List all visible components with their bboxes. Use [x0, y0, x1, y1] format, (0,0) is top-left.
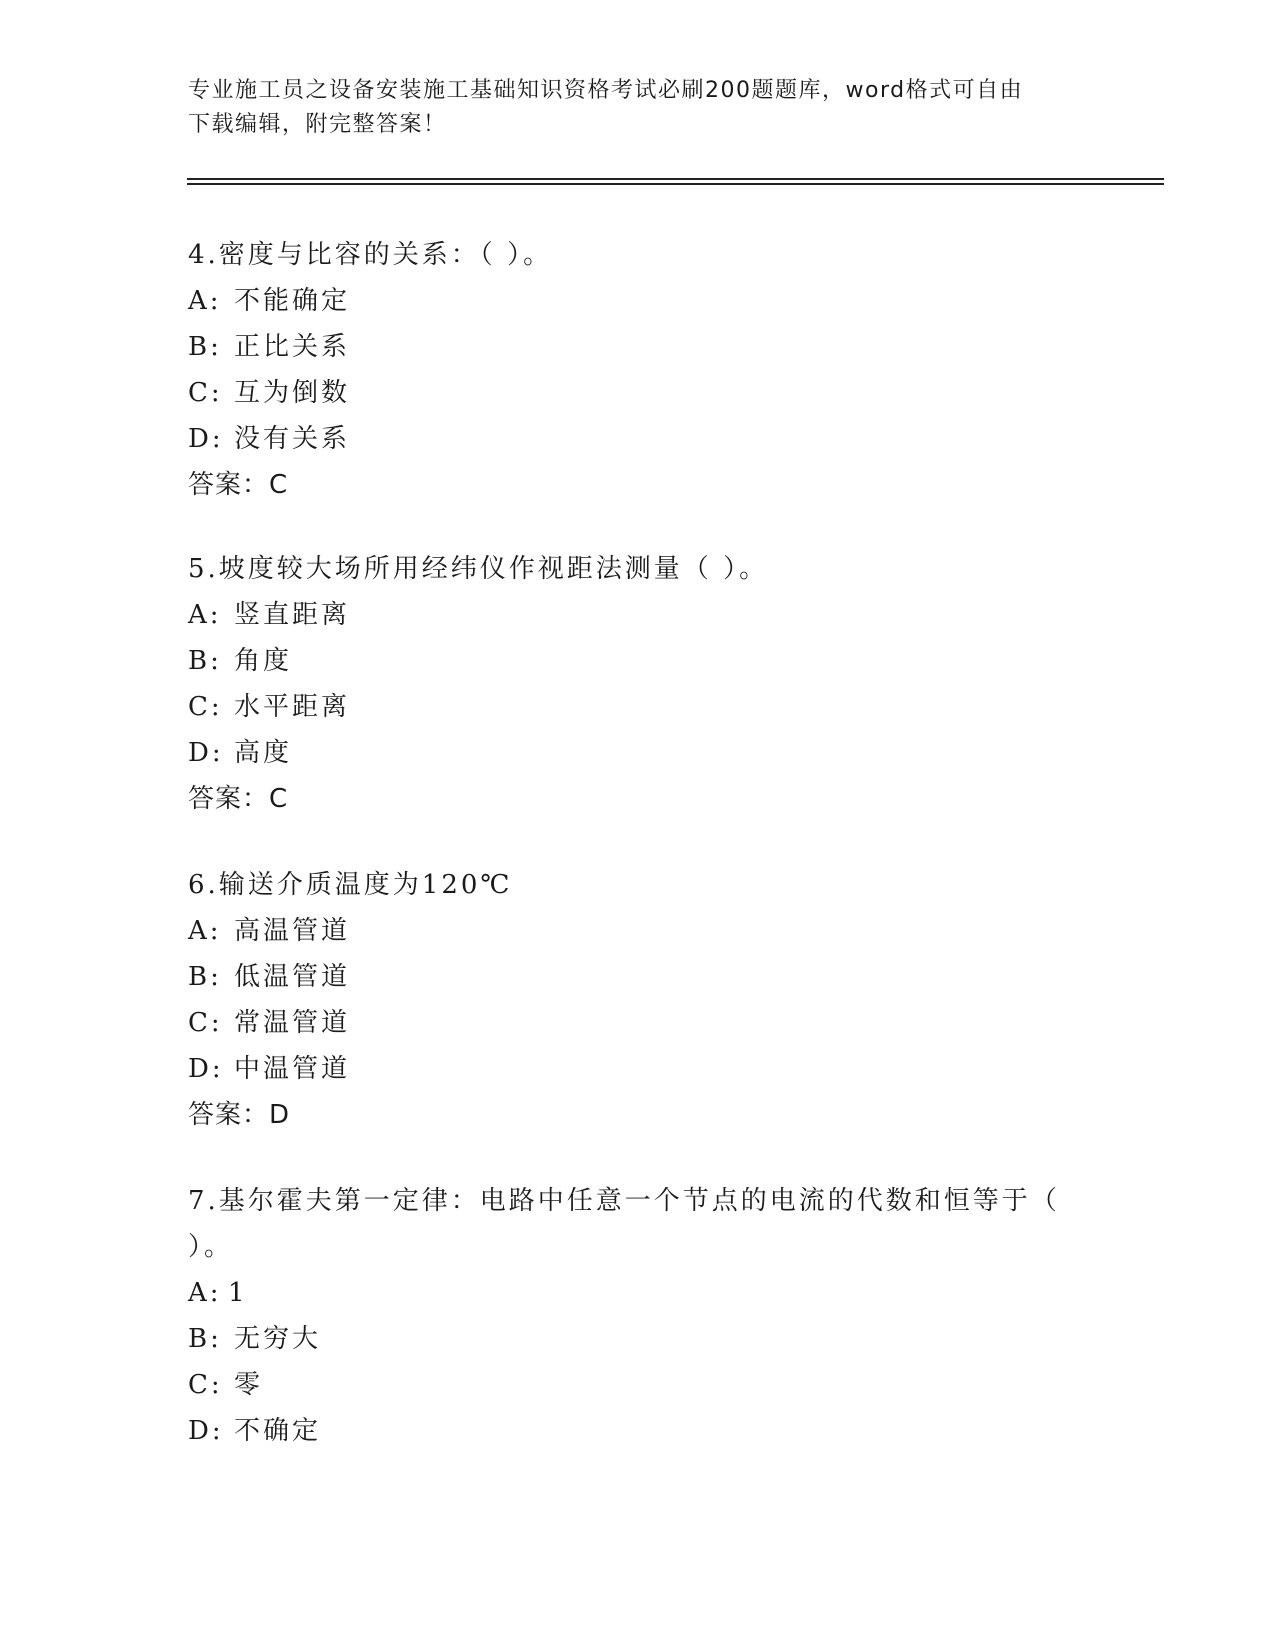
option-letter: D:: [188, 738, 224, 768]
option-text: 角度: [234, 646, 293, 676]
option-b: [188, 324, 1068, 370]
option-letter: A:: [188, 286, 222, 316]
option-text: 没有关系: [234, 424, 351, 454]
option-letter: D:: [188, 1416, 224, 1446]
option-text: 1: [228, 1278, 248, 1308]
option-text: 水平距离: [234, 692, 351, 722]
option-text: 不能确定: [234, 286, 351, 316]
option-letter: B:: [188, 1324, 222, 1354]
header-line-1: 专业施工员之设备安装施工基础知识资格考试必刷200题题库，word格式可自由: [188, 78, 1024, 103]
answer: 答案：C: [188, 784, 289, 814]
option-letter: A:: [188, 916, 222, 946]
option-b: [188, 1316, 1068, 1362]
answer: 答案：C: [188, 470, 289, 500]
option-letter: A:: [188, 600, 222, 630]
option-c: [188, 684, 1068, 730]
option-c: [188, 1000, 1068, 1046]
option-letter: A:: [188, 1278, 222, 1308]
option-letter: D:: [188, 424, 224, 454]
question-text: 5.坡度较大场所用经纬仪作视距法测量（ ）。: [188, 554, 769, 584]
option-d: [188, 730, 1068, 776]
option-letter: D:: [188, 1054, 224, 1084]
option-b: [188, 954, 1068, 1000]
question-text-line-2: ）。: [188, 1232, 234, 1262]
option-letter: B:: [188, 646, 222, 676]
option-text: 正比关系: [234, 332, 351, 362]
option-c: [188, 1362, 1068, 1408]
question-5: [188, 546, 1068, 822]
option-text: 互为倒数: [234, 378, 351, 408]
option-letter: B:: [188, 962, 222, 992]
option-letter: C:: [188, 1008, 223, 1038]
option-letter: B:: [188, 332, 222, 362]
option-text: 零: [234, 1370, 264, 1400]
option-d: [188, 1408, 1068, 1454]
option-text: 低温管道: [234, 962, 351, 992]
option-text: 不确定: [234, 1416, 322, 1446]
header-line-2: 下载编辑，附完整答案！: [188, 112, 447, 137]
option-a: [188, 592, 1068, 638]
question-text: 4.密度与比容的关系：（ ）。: [188, 240, 553, 270]
header-divider-bottom: [187, 183, 1164, 185]
document-header: [188, 74, 1068, 142]
option-a: [188, 278, 1068, 324]
option-c: [188, 370, 1068, 416]
option-letter: C:: [188, 1370, 223, 1400]
option-d: [188, 1046, 1068, 1092]
question-7: [188, 1178, 1068, 1454]
question-4: [188, 232, 1068, 508]
answer: 答案：D: [188, 1100, 291, 1130]
option-text: 高度: [234, 738, 293, 768]
option-a: [188, 908, 1068, 954]
header-divider-top: [187, 178, 1164, 180]
option-letter: C:: [188, 378, 223, 408]
option-b: [188, 638, 1068, 684]
question-6: [188, 862, 1068, 1138]
option-d: [188, 416, 1068, 462]
question-text-line-1: 7.基尔霍夫第一定律：电路中任意一个节点的电流的代数和恒等于（: [188, 1186, 1060, 1216]
option-text: 常温管道: [234, 1008, 351, 1038]
option-text: 竖直距离: [234, 600, 351, 630]
option-text: 高温管道: [234, 916, 351, 946]
option-text: 无穷大: [234, 1324, 322, 1354]
question-text: 6.输送介质温度为120℃: [188, 870, 513, 900]
option-text: 中温管道: [234, 1054, 351, 1084]
option-a: [188, 1270, 1068, 1316]
option-letter: C:: [188, 692, 223, 722]
